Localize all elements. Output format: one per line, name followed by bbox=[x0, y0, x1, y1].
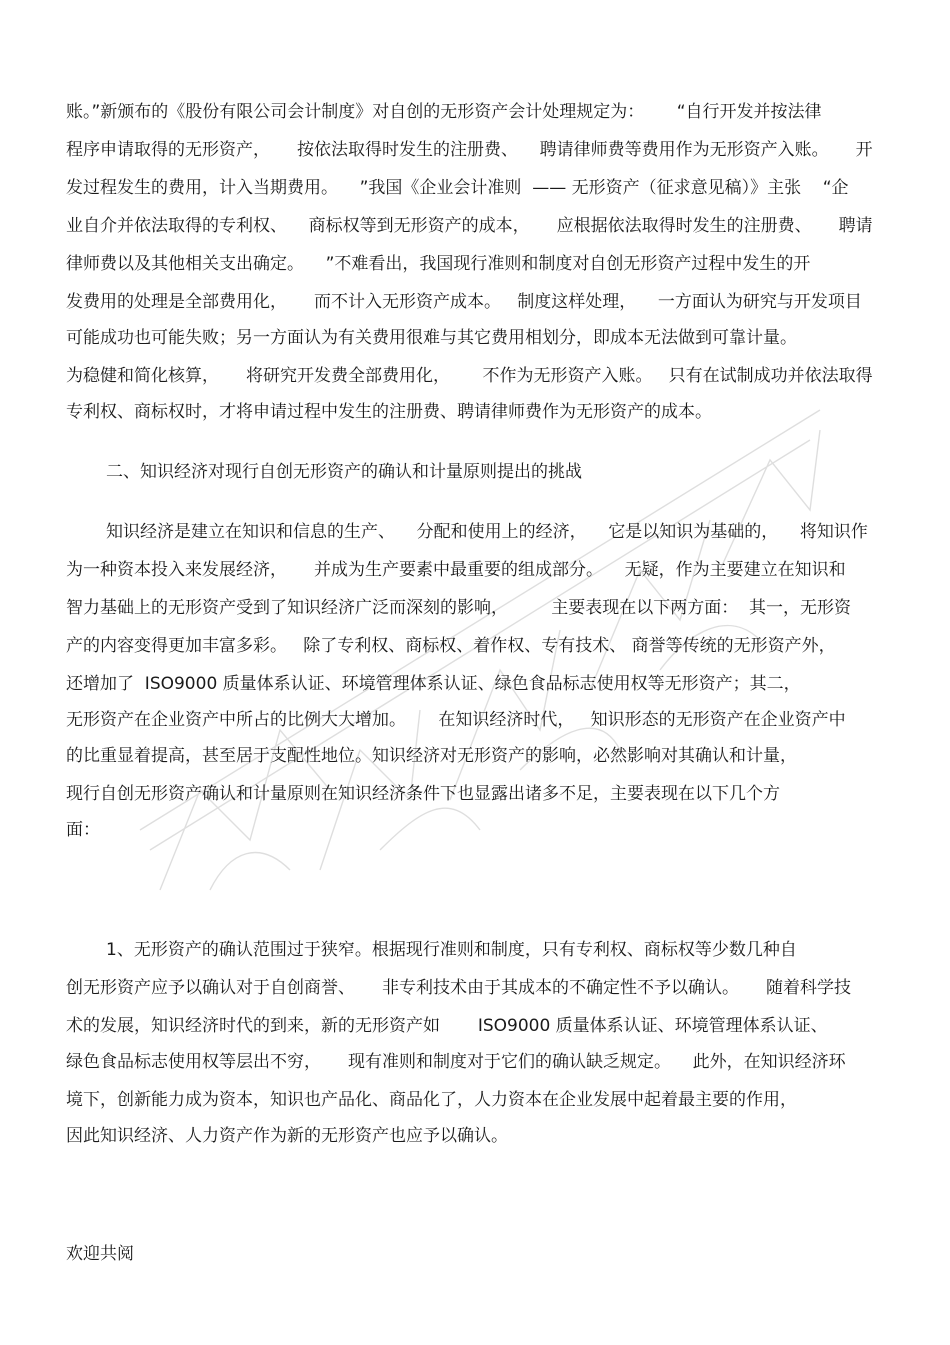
paragraph-3-line: 1、无形资产的确认范围过于狭窄。根据现行准则和制度，只有专利权、商标权等少数几种自 bbox=[106, 940, 797, 960]
paragraph-2-line: 的比重显着提高，甚至居于支配性地位。知识经济对无形资产的影响，必然影响对其确认和计量， bbox=[66, 746, 797, 766]
paragraph-2-line: 面： bbox=[66, 820, 100, 840]
paragraph-3-line: 境下，创新能力成为资本，知识也产品化、商品化了，人力资本在企业发展中起着最主要的作用， bbox=[66, 1090, 797, 1110]
paragraph-2-line: 智力基础上的无形资产受到了知识经济广泛而深刻的影响， 主要表现在以下两方面： 其一，无形资 bbox=[66, 598, 852, 618]
paragraph-2-line: 还增加了 ISO9000 质量体系认证、环境管理体系认证、绿色食品标志使用权等无形资产；其二， bbox=[66, 674, 801, 694]
paragraph-3-line: 因此知识经济、人力资产作为新的无形资产也应予以确认。 bbox=[66, 1126, 508, 1146]
paragraph-1-line: 账。”新颁布的《股份有限公司会计制度》对自创的无形资产会计处理规定为： “自行开发并按法律 bbox=[66, 102, 822, 122]
footer-text: 欢迎共阅 bbox=[66, 1244, 134, 1264]
paragraph-1-line: 程序申请取得的无形资产， 按依法取得时发生的注册费、 聘请律师费等费用作为无形资产入账。 开 bbox=[66, 140, 873, 160]
paragraph-2-line: 现行自创无形资产确认和计量原则在知识经济条件下也显露出诸多不足，主要表现在以下几个方 bbox=[66, 784, 780, 804]
paragraph-1-line: 发过程发生的费用，计入当期费用。 ”我国《企业会计准则 —— 无形资产（征求意见稿）》主张 “企 bbox=[66, 178, 849, 198]
paragraph-1-line: 发费用的处理是全部费用化， 而不计入无形资产成本。 制度这样处理， 一方面认为研究与开发项目 bbox=[66, 292, 862, 312]
paragraph-3-line: 创无形资产应予以确认对于自创商誉、 非专利技术由于其成本的不确定性不予以确认。 随着科学技 bbox=[66, 978, 852, 998]
paragraph-2-line: 为一种资本投入来发展经济， 并成为生产要素中最重要的组成部分。 无疑，作为主要建立在知识和 bbox=[66, 560, 846, 580]
paragraph-1-line: 可能成功也可能失败；另一方面认为有关费用很难与其它费用相划分，即成本无法做到可靠计量。 bbox=[66, 328, 797, 348]
paragraph-2-line: 产的内容变得更加丰富多彩。 除了专利权、商标权、着作权、专有技术、 商誉等传统的无形资产外， bbox=[66, 636, 836, 656]
paragraph-2-line: 知识经济是建立在知识和信息的生产、 分配和使用上的经济， 它是以知识为基础的， 将知识作 bbox=[106, 522, 868, 542]
paragraph-3-line: 术的发展，知识经济时代的到来，新的无形资产如 ISO9000 质量体系认证、环境管理体系认证、 bbox=[66, 1016, 828, 1036]
paragraph-1-line: 为稳健和简化核算， 将研究开发费全部费用化， 不作为无形资产入账。 只有在试制成功并依法取得 bbox=[66, 366, 873, 386]
section-heading: 二、知识经济对现行自创无形资产的确认和计量原则提出的挑战 bbox=[106, 462, 582, 482]
paragraph-1-line: 专利权、商标权时，才将申请过程中发生的注册费、聘请律师费作为无形资产的成本。 bbox=[66, 402, 712, 422]
paragraph-2-line: 无形资产在企业资产中所占的比例大大增加。 在知识经济时代， 知识形态的无形资产在企业资产中 bbox=[66, 710, 846, 730]
paragraph-3-line: 绿色食品标志使用权等层出不穷， 现有准则和制度对于它们的确认缺乏规定。 此外，在知识经济环 bbox=[66, 1052, 846, 1072]
paragraph-1-line: 律师费以及其他相关支出确定。 ”不难看出，我国现行准则和制度对自创无形资产过程中发生的开 bbox=[66, 254, 811, 274]
paragraph-1-line: 业自介并依法取得的专利权、 商标权等到无形资产的成本， 应根据依法取得时发生的注册费、 聘请 bbox=[66, 216, 873, 236]
